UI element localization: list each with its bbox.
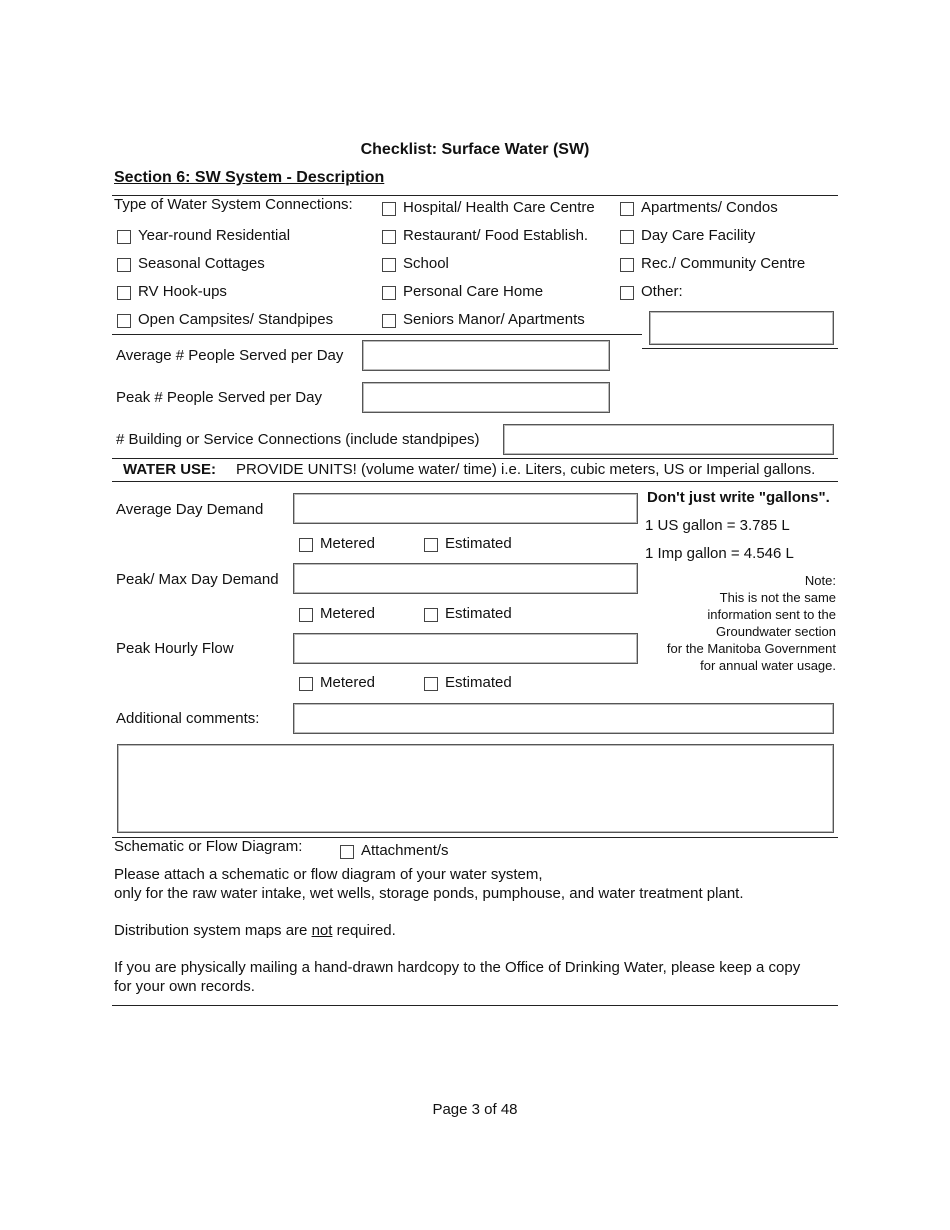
checkbox-icon[interactable]: [620, 258, 634, 272]
note-line: for annual water usage.: [700, 658, 836, 673]
divider: [112, 481, 838, 482]
checkbox-icon[interactable]: [620, 202, 634, 216]
gallons-warning: Don't just write "gallons".: [647, 489, 830, 506]
us-gallon-conversion: 1 US gallon = 3.785 L: [645, 517, 790, 534]
checkbox-label: Rec./ Community Centre: [641, 255, 806, 272]
checkbox-label: Estimated: [445, 535, 512, 552]
checkbox-label: Metered: [320, 674, 376, 691]
mailing-note: [114, 958, 800, 996]
average-people-label: Average # People Served per Day: [116, 347, 344, 364]
divider: [642, 348, 838, 349]
water-use-label: WATER USE:: [123, 461, 217, 478]
maps-note-post: required.: [332, 922, 396, 939]
checkbox-label: Seasonal Cottages: [138, 255, 265, 272]
note-line: Groundwater section: [716, 624, 836, 639]
checkbox-icon[interactable]: [424, 608, 438, 622]
checkbox-label: Personal Care Home: [403, 283, 544, 300]
comments-input[interactable]: [293, 703, 834, 734]
checkbox-label: RV Hook-ups: [138, 283, 227, 300]
checkbox-label: Attachment/s: [361, 842, 449, 859]
checkbox-icon[interactable]: [117, 230, 131, 244]
avg-day-demand-label: Average Day Demand: [116, 501, 264, 518]
checkbox-icon[interactable]: [299, 538, 313, 552]
imp-gallon-conversion: 1 Imp gallon = 4.546 L: [645, 545, 794, 562]
mailing-line: If you are physically mailing a hand-drawn hardcopy to the Office of Drinking Water, please keep a copy: [114, 959, 801, 976]
checkbox-icon[interactable]: [424, 538, 438, 552]
checkbox-icon[interactable]: [299, 677, 313, 691]
checkbox-label: Day Care Facility: [641, 227, 756, 244]
peak-people-label: Peak # People Served per Day: [116, 389, 322, 406]
maps-note-not: not: [311, 922, 333, 939]
checkbox-icon[interactable]: [424, 677, 438, 691]
schematic-label: Schematic or Flow Diagram:: [114, 838, 303, 855]
schematic-instructions: [114, 865, 744, 903]
checkbox-label: Estimated: [445, 674, 512, 691]
instruction-line: only for the raw water intake, wet wells, storage ponds, pumphouse, and water treatment plant.: [114, 885, 744, 902]
note-text: [667, 572, 836, 674]
checkbox-icon[interactable]: [299, 608, 313, 622]
checkbox-label: Restaurant/ Food Establish.: [403, 227, 589, 244]
peak-day-demand-label: Peak/ Max Day Demand: [116, 571, 279, 588]
divider: [112, 458, 838, 459]
average-people-input[interactable]: [362, 340, 610, 371]
maps-note: [114, 921, 396, 940]
maps-note-pre: Distribution system maps are: [114, 922, 312, 939]
water-use-instructions: PROVIDE UNITS! (volume water/ time) i.e. Liters, cubic meters, US or Imperial gallons.: [236, 461, 816, 478]
note-line: for the Manitoba Government: [666, 641, 836, 656]
page-number: Page 3 of 48: [432, 1101, 518, 1118]
mailing-line: for your own records.: [114, 978, 255, 995]
peak-people-input[interactable]: [362, 382, 610, 413]
checkbox-label: Apartments/ Condos: [641, 199, 778, 216]
checkbox-icon[interactable]: [382, 314, 396, 328]
divider: [112, 1005, 838, 1006]
checkbox-label: Hospital/ Health Care Centre: [403, 199, 595, 216]
checkbox-label: School: [403, 255, 449, 272]
divider: [112, 334, 642, 335]
avg-day-demand-input[interactable]: [293, 493, 638, 524]
checkbox-icon[interactable]: [382, 230, 396, 244]
checkbox-icon[interactable]: [340, 845, 354, 859]
checkbox-icon[interactable]: [620, 286, 634, 300]
note-line: Note:: [804, 573, 836, 588]
checkbox-label: Seniors Manor/ Apartments: [403, 311, 585, 328]
other-input[interactable]: [649, 311, 834, 345]
checkbox-icon[interactable]: [382, 258, 396, 272]
checkbox-icon[interactable]: [382, 286, 396, 300]
service-connections-input[interactable]: [503, 424, 834, 455]
checkbox-label: Metered: [320, 535, 376, 552]
note-line: information sent to the: [707, 607, 836, 622]
comments-label: Additional comments:: [116, 710, 260, 727]
page-title: Checklist: Surface Water (SW): [360, 141, 590, 158]
checkbox-label: Open Campsites/ Standpipes: [138, 311, 334, 328]
checkbox-icon[interactable]: [382, 202, 396, 216]
peak-hourly-flow-input[interactable]: [293, 633, 638, 664]
section-heading: Section 6: SW System - Description: [114, 169, 385, 186]
checkbox-icon[interactable]: [620, 230, 634, 244]
note-line: This is not the same: [719, 590, 836, 605]
checkbox-icon[interactable]: [117, 286, 131, 300]
checkbox-icon[interactable]: [117, 258, 131, 272]
comments-textarea[interactable]: [117, 744, 834, 833]
instruction-line: Please attach a schematic or flow diagram of your water system,: [114, 866, 543, 883]
checkbox-icon[interactable]: [117, 314, 131, 328]
service-connections-label: # Building or Service Connections (include standpipes): [116, 431, 480, 448]
checkbox-label: Year-round Residential: [138, 227, 291, 244]
checkbox-label: Metered: [320, 605, 376, 622]
connections-label: Type of Water System Connections:: [114, 196, 353, 213]
checkbox-label: Other:: [641, 283, 683, 300]
peak-hourly-flow-label: Peak Hourly Flow: [116, 640, 234, 657]
peak-day-demand-input[interactable]: [293, 563, 638, 594]
checkbox-label: Estimated: [445, 605, 512, 622]
